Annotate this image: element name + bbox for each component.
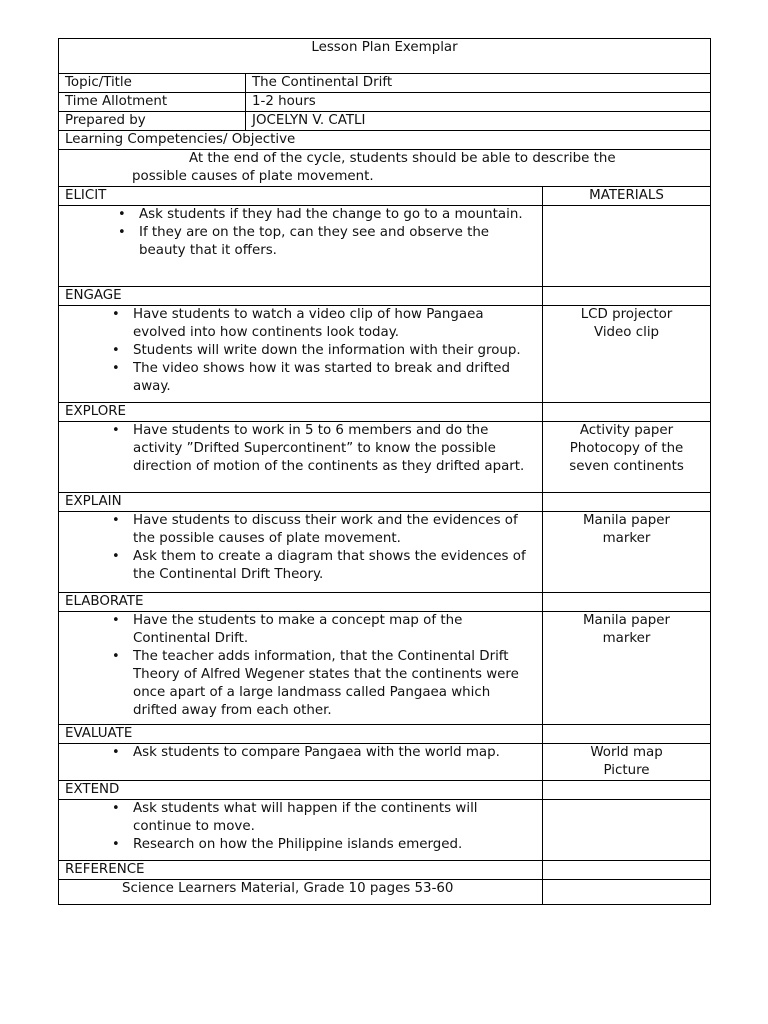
objective-label: Learning Competencies/ Objective (59, 131, 711, 150)
document-title: Lesson Plan Exemplar (59, 39, 711, 74)
objective-text (59, 150, 711, 187)
section-body-elaborate (59, 612, 543, 725)
material-item: Activity paper (579, 423, 674, 438)
info-value-topic: The Continental Drift (246, 74, 711, 93)
lesson-plan-document (58, 38, 710, 905)
material-item: Picture (603, 763, 650, 778)
reference-text: Science Learners Material, Grade 10 pages 53-60 (59, 880, 543, 905)
section-body-evaluate (59, 744, 543, 781)
section-header-explain: EXPLAIN (59, 493, 543, 512)
material-item: marker (602, 531, 651, 546)
list-item: • The video shows how it was started to break and drifted away. (133, 360, 536, 396)
list-item: • Have students to discuss their work and the evidences of the possible causes of plate movement. (133, 512, 536, 548)
section-body-explain (59, 512, 543, 593)
material-item: World map (590, 745, 663, 760)
list-item: • Ask students what will happen if the continents will continue to move. (133, 800, 536, 836)
lesson-plan-table (58, 38, 711, 905)
materials-cell-engage (543, 306, 711, 403)
info-label-prepared: Prepared by (59, 112, 246, 131)
info-value-prepared: JOCELYN V. CATLI (246, 112, 711, 131)
materials-cell-elicit (543, 206, 711, 287)
section-body-elicit (59, 206, 543, 287)
material-item: LCD projector (580, 307, 673, 322)
materials-header: MATERIALS (543, 187, 711, 206)
list-item: • Ask students to compare Pangaea with the world map. (133, 744, 536, 762)
materials-header-blank (543, 781, 711, 800)
section-header-extend: EXTEND (59, 781, 543, 800)
materials-header-blank (543, 287, 711, 306)
material-item: marker (602, 631, 651, 646)
section-header-evaluate: EVALUATE (59, 725, 543, 744)
list-item: • Have students to work in 5 to 6 members and do the activity ”Drifted Supercontinent” to know the possible direction of motion of the continents as they drifted apart. (133, 422, 536, 476)
material-item: Manila paper (582, 613, 671, 628)
section-header-reference: REFERENCE (59, 861, 543, 880)
list-item: • Ask students if they had the change to go to a mountain. (139, 206, 536, 224)
material-item: Photocopy of the seven continents (569, 441, 684, 474)
section-header-elicit: ELICIT (59, 187, 543, 206)
info-value-time: 1-2 hours (246, 93, 711, 112)
section-body-extend (59, 800, 543, 861)
materials-cell-explore (543, 422, 711, 493)
list-item: • Have the students to make a concept map of the Continental Drift. (133, 612, 536, 648)
list-item: • If they are on the top, can they see and observe the beauty that it offers. (139, 224, 536, 260)
section-header-engage: ENGAGE (59, 287, 543, 306)
materials-cell-elaborate (543, 612, 711, 725)
section-header-explore: EXPLORE (59, 403, 543, 422)
materials-cell-explain (543, 512, 711, 593)
list-item: • Have students to watch a video clip of how Pangaea evolved into how continents look today. (133, 306, 536, 342)
list-item: • Research on how the Philippine islands emerged. (133, 836, 536, 854)
list-item: • Students will write down the information with their group. (133, 342, 536, 360)
list-item: • The teacher adds information, that the Continental Drift Theory of Alfred Wegener states that the continents were once apart of a large landmass called Pangaea which drifted away from each other. (133, 648, 536, 720)
materials-header-blank (543, 493, 711, 512)
material-item: Manila paper (582, 513, 671, 528)
materials-header-blank (543, 593, 711, 612)
materials-header-blank (543, 725, 711, 744)
material-item: Video clip (593, 325, 660, 340)
materials-cell-extend (543, 800, 711, 861)
materials-cell-evaluate (543, 744, 711, 781)
materials-cell-reference (543, 880, 711, 905)
section-body-explore (59, 422, 543, 493)
materials-header-blank (543, 403, 711, 422)
section-header-elaborate: ELABORATE (59, 593, 543, 612)
objective-line-1: At the end of the cycle, students should be able to describe the (189, 151, 616, 166)
section-body-engage (59, 306, 543, 403)
info-label-topic: Topic/Title (59, 74, 246, 93)
materials-header-blank (543, 861, 711, 880)
objective-line-2: possible causes of plate movement. (132, 169, 374, 184)
list-item: • Ask them to create a diagram that shows the evidences of the Continental Drift Theory. (133, 548, 536, 584)
info-label-time: Time Allotment (59, 93, 246, 112)
